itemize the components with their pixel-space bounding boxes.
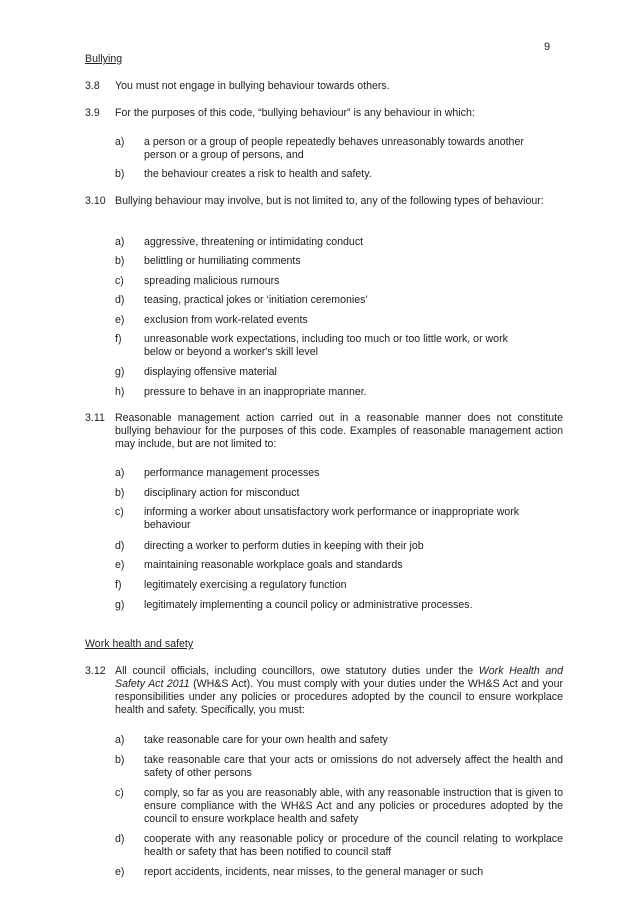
clause-text: You must not engage in bullying behaviour towards others. [115, 80, 390, 92]
list-item-text: spreading malicious rumours [144, 275, 280, 287]
list-item-text: belittling or humiliating comments [144, 255, 301, 267]
list-item-text: pressure to behave in an inappropriate manner. [144, 386, 367, 398]
list-item [115, 866, 563, 879]
list-item-text: cooperate with any reasonable policy or procedure of the council relating to workplace health or safety that has been notified to council staff [144, 833, 563, 858]
list-item [115, 579, 535, 592]
section-heading-whs: Work health and safety [85, 638, 194, 650]
clause-3-12 [85, 665, 563, 717]
list-item [115, 559, 535, 572]
list-item-text: performance management processes [144, 467, 320, 479]
clause-3-11 [85, 412, 563, 451]
list-item [115, 467, 535, 480]
list-item-label: a) [115, 467, 125, 479]
list-item-label: a) [115, 236, 125, 248]
clause-text: Reasonable management action carried out in a reasonable manner does not constitute bullying behaviour for the purposes of this code. Examples of reasonable management action may include, but are not limited to: [115, 412, 563, 450]
list-item-label: a) [115, 734, 125, 746]
list-item [115, 506, 535, 532]
list-item [115, 255, 535, 268]
list-item-text: directing a worker to perform duties in keeping with their job [144, 540, 424, 552]
act-title: Work Health and Safety Act 2011 [115, 665, 563, 690]
list-item-text: exclusion from work-related events [144, 314, 308, 326]
list-item-text: teasing, practical jokes or ‘initiation ceremonies’ [144, 294, 368, 306]
list-item-text: report accidents, incidents, near misses, to the general manager or such [144, 866, 484, 878]
clause-text-part: All council officials, including councillors, owe statutory duties under the [115, 665, 479, 677]
list-item [115, 787, 563, 826]
clause-number: 3.11 [85, 412, 105, 424]
list-item [115, 833, 563, 859]
list-item-text: legitimately exercising a regulatory function [144, 579, 347, 591]
list-item-label: b) [115, 168, 125, 180]
list-item-label: e) [115, 559, 125, 571]
list-item-text: unreasonable work expectations, including too much or too little work, or work below or beyond a worker's skill level [144, 333, 508, 358]
list-item-label: d) [115, 833, 125, 845]
list-item-text: aggressive, threatening or intimidating conduct [144, 236, 364, 248]
list-item [115, 314, 535, 327]
list-item-label: b) [115, 487, 125, 499]
list-item-label: a) [115, 136, 125, 148]
list-item [115, 275, 535, 288]
list-item-label: f) [115, 579, 122, 591]
clause-number: 3.12 [85, 665, 106, 677]
list-item [115, 366, 535, 379]
list-item-label: d) [115, 294, 125, 306]
list-item-label: e) [115, 866, 125, 878]
clause-text-part: (WH&S Act). You must comply with your duties under the WH&S Act and your responsibilities under any policies or procedures adopted by the council to ensure workplace health and safety. Specifically, you must: [115, 678, 563, 716]
list-item-text: maintaining reasonable workplace goals and standards [144, 559, 403, 571]
list-item-label: h) [115, 386, 125, 398]
list-item-label: f) [115, 333, 122, 345]
list-item [115, 386, 535, 399]
list-item-label: c) [115, 506, 124, 518]
list-item [115, 540, 535, 553]
list-item-text: comply, so far as you are reasonably able, with any reasonable instruction that is given to ensure compliance with the WH&S Act and any policies or procedures adopted by the council to ensure workplace health and safety [144, 787, 563, 825]
list-item [115, 487, 535, 500]
list-item-text: take reasonable care that your acts or omissions do not adversely affect the health and safety of other persons [144, 754, 563, 779]
list-item-label: e) [115, 314, 125, 326]
clause-3-9 [85, 107, 563, 120]
list-item [115, 236, 535, 249]
list-item-label: d) [115, 540, 125, 552]
list-item [115, 734, 563, 747]
section-heading-bullying: Bullying [85, 53, 123, 65]
list-item-text: the behaviour creates a risk to health and safety. [144, 168, 372, 180]
clause-3-10 [85, 195, 563, 208]
list-item [115, 294, 535, 307]
list-item-label: b) [115, 255, 125, 267]
list-item [115, 754, 563, 780]
clause-3-8 [85, 80, 563, 93]
list-item-label: c) [115, 275, 124, 287]
list-item [115, 136, 535, 162]
clause-number: 3.10 [85, 195, 106, 207]
list-item-text: disciplinary action for misconduct [144, 487, 300, 499]
list-item-label: g) [115, 599, 125, 611]
list-item-text: legitimately implementing a council policy or administrative processes. [144, 599, 473, 611]
list-item [115, 599, 535, 612]
list-item-text: a person or a group of people repeatedly behaves unreasonably towards another person or a group of persons, and [144, 136, 524, 161]
list-item [115, 168, 535, 181]
clause-text: Bullying behaviour may involve, but is not limited to, any of the following types of behaviour: [115, 195, 544, 207]
list-item [115, 333, 535, 359]
list-item-text: informing a worker about unsatisfactory work performance or inappropriate work behaviour [144, 506, 520, 531]
list-item-text: take reasonable care for your own health and safety [144, 734, 388, 746]
page-number: 9 [544, 41, 551, 53]
list-item-label: c) [115, 787, 124, 799]
clause-text [115, 665, 563, 717]
list-item-label: g) [115, 366, 125, 378]
list-item-label: b) [115, 754, 125, 766]
clause-number: 3.8 [85, 80, 100, 92]
clause-number: 3.9 [85, 107, 100, 119]
clause-text: For the purposes of this code, “bullying behaviour” is any behaviour in which: [115, 107, 475, 119]
list-item-text: displaying offensive material [144, 366, 277, 378]
